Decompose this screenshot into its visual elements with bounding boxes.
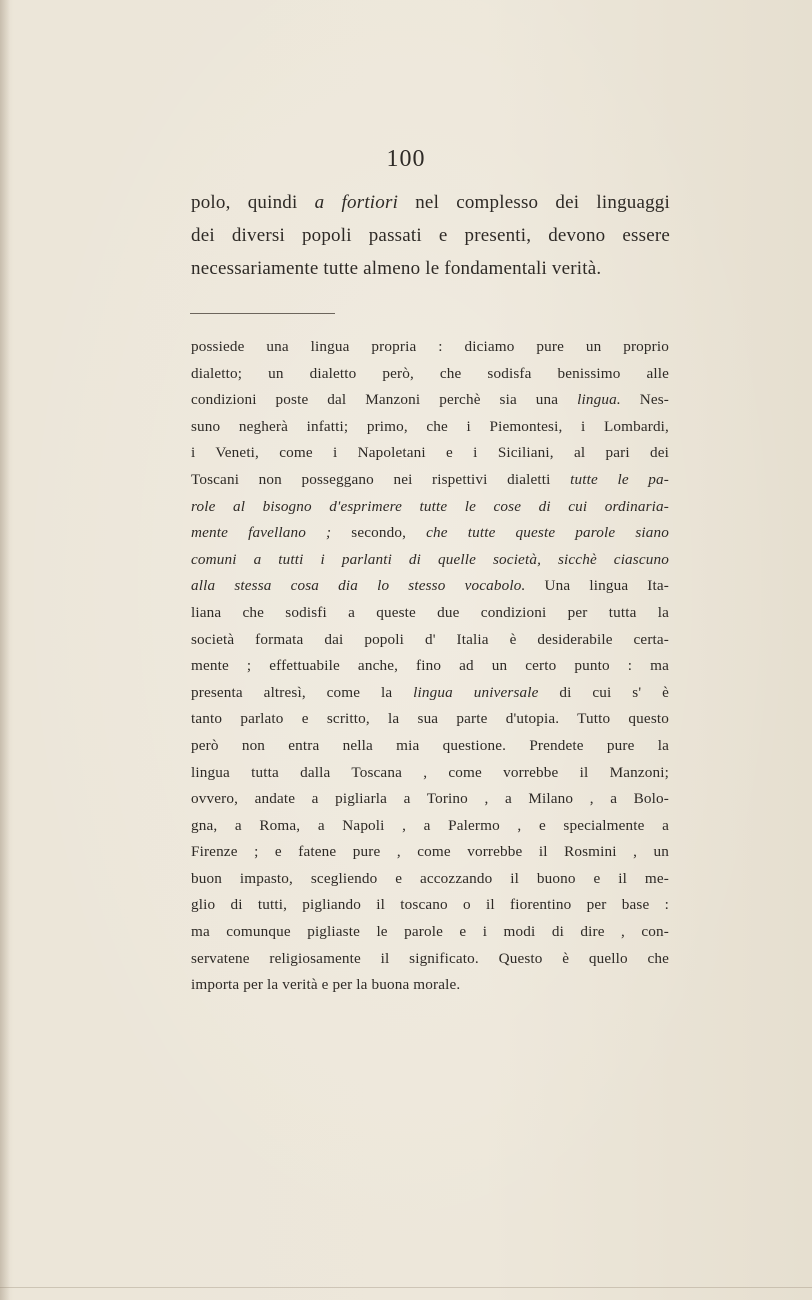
italic-text: a fortiori — [314, 192, 399, 213]
footnote-line: i Veneti, come i Napoletani e i Siciliani, al pari dei — [191, 444, 669, 462]
footnote-line: però non entra nella mia questione. Prendete pure la — [191, 736, 669, 754]
italic-text: che tutte queste parole siano — [426, 524, 669, 542]
footnote-line: buon impasto, scegliendo e accozzando il buono e il me- — [191, 869, 669, 887]
footnote-line: presenta altresì, come la lingua universale di cui s' è — [191, 683, 669, 701]
footnote-line: glio di tutti, pigliando il toscano o il fiorentino per base : — [191, 896, 669, 914]
footnote-line: Toscani non posseggano nei rispettivi dialetti tutte le pa- — [191, 470, 669, 488]
footnote-line: condizioni poste dal Manzoni perchè sia una lingua. Nes- — [191, 391, 669, 409]
footnote-line: liana che sodisfi a queste due condizioni per tutta la — [191, 603, 669, 621]
italic-text: comuni a tutti i parlanti di quelle società, sicchè ciascuno — [191, 550, 669, 568]
footnote-line: società formata dai popoli d' Italia è desiderabile certa- — [191, 630, 669, 648]
footnote-separator — [190, 313, 335, 314]
footnote-line: alla stessa cosa dia lo stesso vocabolo. Una lingua Ita- — [191, 577, 669, 595]
italic-text: role al bisogno d'esprimere tutte le cose di cui ordinaria- — [191, 497, 669, 515]
footnote-line: ovvero, andate a pigliarla a Torino , a Milano , a Bolo- — [191, 790, 669, 808]
footnote-line: importa per la verità e per la buona morale. — [191, 976, 461, 994]
footnote-line: tanto parlato e scritto, la sua parte d'utopia. Tutto questo — [191, 710, 669, 728]
italic-text: lingua universale — [413, 683, 539, 701]
main-text-line: dei diversi popoli passati e presenti, devono essere — [191, 225, 670, 246]
main-text — [191, 186, 670, 285]
footnote-line: ma comunque pigliaste le parole e i modi di dire , con- — [191, 923, 669, 941]
footnote-line: lingua tutta dalla Toscana , come vorrebbe il Manzoni; — [191, 763, 669, 781]
footnote-line: gna, a Roma, a Napoli , a Palermo , e specialmente a — [191, 816, 669, 834]
italic-text: lingua. — [577, 391, 621, 409]
main-text-line: necessariamente tutte almeno le fondamentali verità. — [191, 258, 602, 279]
footnote-line: mente favellano ; secondo, che tutte queste parole siano — [191, 524, 669, 542]
footnote — [191, 334, 669, 999]
page-number: 100 — [386, 146, 426, 172]
footnote-line: Firenze ; e fatene pure , come vorrebbe il Rosmini , un — [191, 843, 669, 861]
footnote-line: suno negherà infatti; primo, che i Piemontesi, i Lombardi, — [191, 417, 669, 435]
italic-text: alla stessa cosa dia lo stesso vocabolo. — [191, 577, 526, 595]
italic-text: mente favellano ; — [191, 524, 332, 542]
page-bottom-edge — [0, 1287, 812, 1288]
footnote-line: possiede una lingua propria : diciamo pure un proprio — [191, 338, 669, 355]
main-text-line: polo, quindi a fortiori nel complesso dei linguaggi — [191, 192, 670, 213]
footnote-line: mente ; effettuabile anche, fino ad un certo punto : ma — [191, 657, 669, 675]
footnote-line: servatene religiosamente il significato. Questo è quello che — [191, 949, 669, 967]
italic-text: tutte le pa- — [570, 470, 669, 488]
page-binding-shadow — [0, 0, 10, 1300]
footnote-line — [191, 494, 669, 521]
footnote-line — [191, 547, 669, 574]
footnote-line: dialetto; un dialetto però, che sodisfa benissimo alle — [191, 364, 669, 382]
